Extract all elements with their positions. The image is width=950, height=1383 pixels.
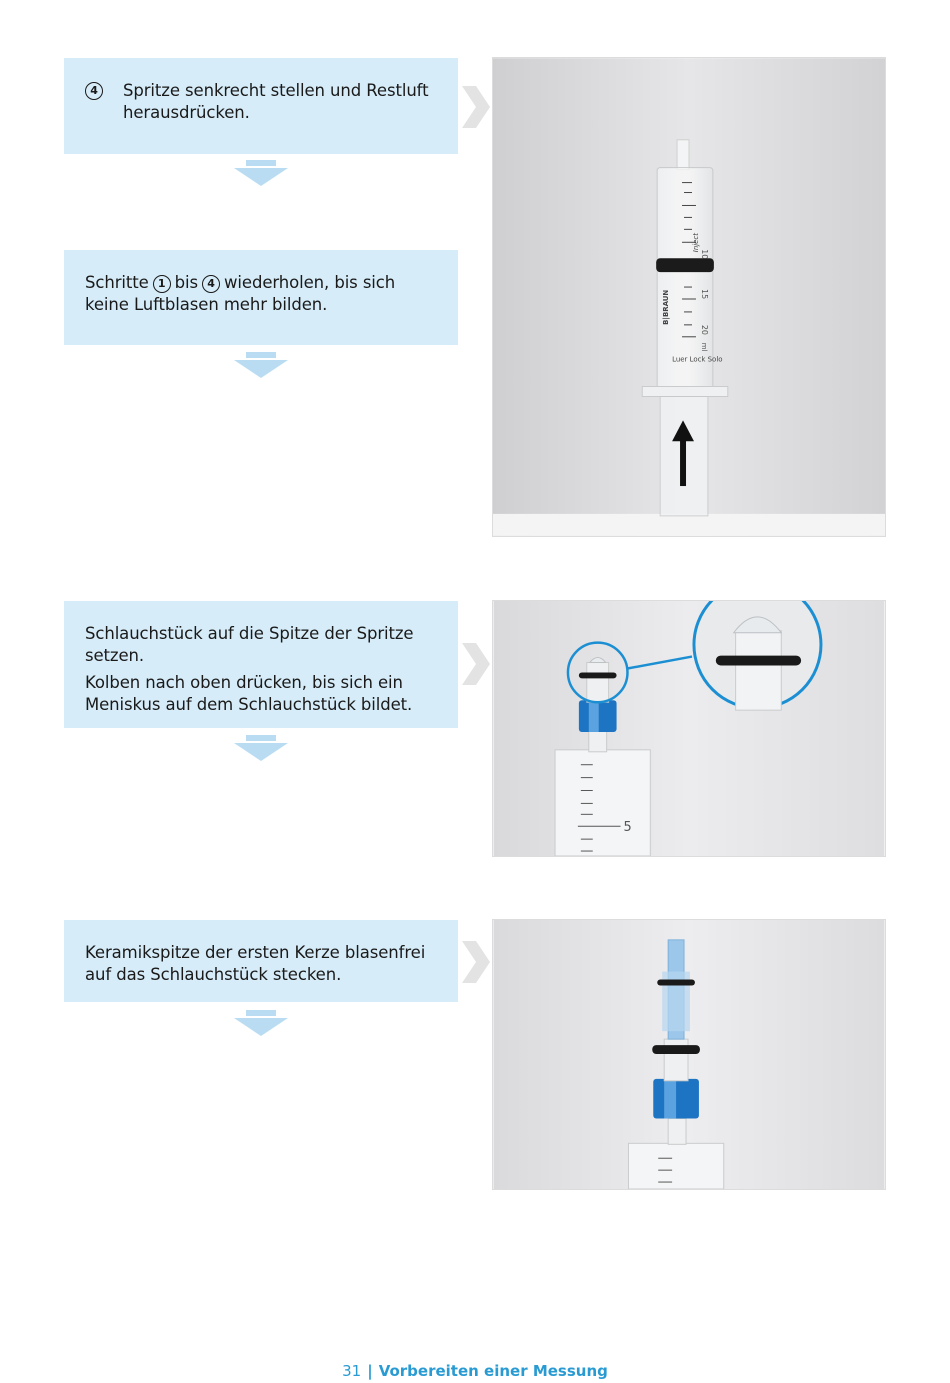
tubing-on-syringe-photo bbox=[492, 600, 886, 857]
down-arrow-icon bbox=[234, 160, 288, 186]
right-arrow-icon bbox=[462, 937, 490, 987]
step-number-badge: 1 bbox=[153, 275, 171, 293]
syringe-scale-label: 10 bbox=[699, 249, 709, 260]
instruction-text: Kolben nach oben drücken, bis sich ein Meniskus auf dem Schlauchstück bildet. bbox=[85, 673, 413, 714]
right-arrow-icon bbox=[462, 82, 490, 132]
syringe-unit-label: ml bbox=[699, 342, 708, 352]
instruction-box-step-4 bbox=[64, 58, 458, 154]
page-number: 31 bbox=[342, 1362, 362, 1380]
instruction-box-repeat bbox=[64, 250, 458, 345]
syringe-brand-label: B|BRAUN bbox=[662, 289, 671, 325]
step-number-badge: 4 bbox=[202, 275, 220, 293]
instruction-text: Schlauchstück auf die Spitze der Spritze setzen. bbox=[85, 624, 414, 665]
ceramic-tip-photo bbox=[492, 919, 886, 1190]
syringe-scale-label: 15 bbox=[699, 289, 709, 300]
down-arrow-icon bbox=[234, 735, 288, 761]
right-arrow-icon bbox=[462, 639, 490, 689]
down-arrow-icon bbox=[234, 352, 288, 378]
instruction-box-ceramic-tip bbox=[64, 920, 458, 1002]
instruction-text: Schritte 1 bis 4 wiederholen, bis sich keine Luftblasen mehr bilden. bbox=[85, 273, 396, 314]
syringe-upright-photo bbox=[492, 57, 886, 537]
instruction-text: Keramikspitze der ersten Kerze blasenfrei auf das Schlauchstück stecken. bbox=[85, 943, 426, 984]
page-footer bbox=[0, 1362, 950, 1380]
instruction-box-tubing bbox=[64, 601, 458, 728]
syringe-scale-label: 20 bbox=[699, 324, 709, 335]
down-arrow-icon bbox=[234, 1010, 288, 1036]
step-number-badge: 4 bbox=[85, 82, 103, 100]
syringe-scale-label: 5 bbox=[623, 820, 632, 836]
syringe-product-label: Inject bbox=[691, 233, 700, 253]
footer-separator: | bbox=[367, 1362, 373, 1380]
syringe-luer-label: Luer Lock Solo bbox=[672, 355, 723, 364]
section-title: Vorbereiten einer Messung bbox=[378, 1362, 608, 1380]
instruction-text: Spritze senkrecht stellen und Restluft herausdrücken. bbox=[123, 81, 429, 122]
